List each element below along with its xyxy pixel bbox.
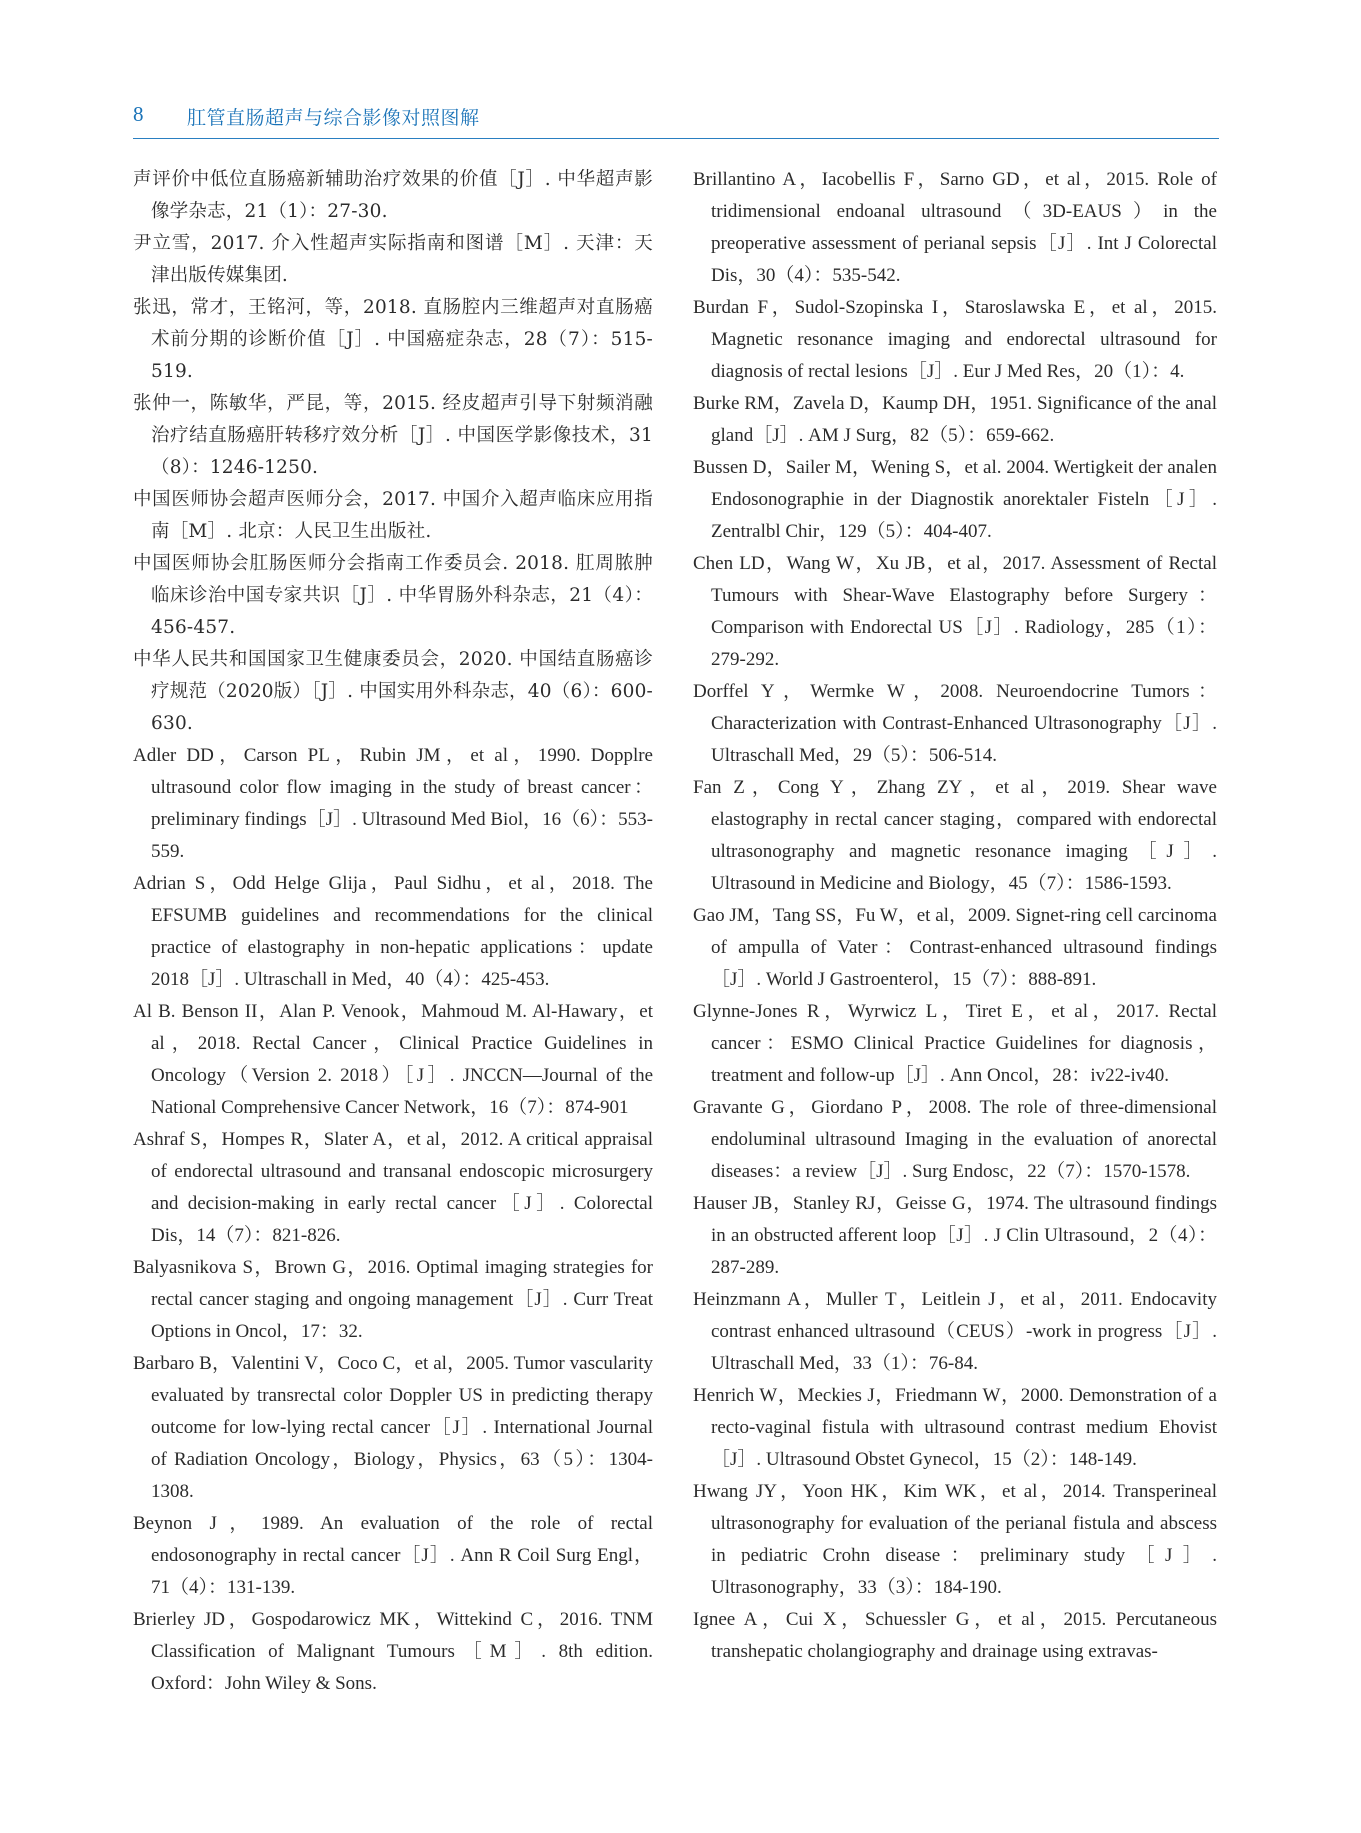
running-header <box>133 100 1219 139</box>
page-number: 8 <box>133 102 144 126</box>
reference-entry: 张迅，常才，王铭河，等，2018. 直肠腔内三维超声对直肠癌术前分期的诊断价值［J］. 中国癌症杂志，28（7）：515-519. <box>133 297 653 382</box>
reference-entry: Bussen D，Sailer M，Wening S，et al. 2004. Wertigkeit der analen Endosonographie in der Diagnostik anorektaler Fisteln［J］. Zentralbl Chir，129（5）：404-407. <box>693 457 1217 542</box>
reference-entry: 张仲一，陈敏华，严昆，等，2015. 经皮超声引导下射频消融治疗结直肠癌肝转移疗效分析［J］. 中国医学影像技术，31（8）：1246-1250. <box>133 393 653 478</box>
reference-entry: Henrich W，Meckies J，Friedmann W，2000. Demonstration of a recto-vaginal fistula with ultrasound contrast medium Ehovist［J］. Ultrasound Obstet Gynecol，15（2）：148-149. <box>693 1385 1217 1470</box>
reference-entry: Burdan F，Sudol-Szopinska I，Staroslawska E，et al，2015. Magnetic resonance imaging and endorectal ultrasound for diagnosis of rectal lesions［J］. Eur J Med Res，20（1）：4. <box>693 297 1217 382</box>
reference-entry: Glynne-Jones R，Wyrwicz L，Tiret E，et al，2017. Rectal cancer：ESMO Clinical Practice Guidelines for diagnosis，treatment and follow-up［J］. Ann Oncol，28：iv22-iv40. <box>693 1001 1217 1086</box>
reference-entry: 中国医师协会超声医师分会，2017. 中国介入超声临床应用指南［M］. 北京：人民卫生出版社. <box>133 489 653 542</box>
reference-entry: Chen LD，Wang W，Xu JB，et al，2017. Assessment of Rectal Tumours with Shear-Wave Elastography before Surgery：Comparison with Endorectal US［J］. Radiology，285（1）：279-292. <box>693 553 1217 670</box>
reference-entry: Adrian S，Odd Helge Glija，Paul Sidhu，et al，2018. The EFSUMB guidelines and recommendations for the clinical practice of elastography in non-hepatic applications：update 2018［J］. Ultraschall in Med，40（4）：425-453. <box>133 873 653 990</box>
reference-entry: Barbaro B，Valentini V，Coco C，et al，2005. Tumor vascularity evaluated by transrectal color Doppler US in predicting therapy outcome for low-lying rectal cancer［J］. International Journal of Radiation Oncology，Biology，Physics，63（5）：1304-1308. <box>133 1353 653 1502</box>
reference-entry: Hauser JB，Stanley RJ，Geisse G，1974. The ultrasound findings in an obstructed afferent loop［J］. J Clin Ultrasound，2（4）：287-289. <box>693 1193 1217 1278</box>
running-title: 肛管直肠超声与综合影像对照图解 <box>187 107 480 129</box>
reference-entry: Fan Z，Cong Y，Zhang ZY，et al，2019. Shear wave elastography in rectal cancer staging，compared with endorectal ultrasonography and magnetic resonance imaging［J］. Ultrasound in Medicine and Biology，45（7）：1586-1593. <box>693 777 1217 894</box>
reference-entry: Burke RM，Zavela D，Kaump DH，1951. Significance of the anal gland［J］. AM J Surg，82（5）：659-662. <box>693 393 1217 446</box>
right-reference-column <box>693 164 1217 1668</box>
reference-entry: Ashraf S，Hompes R，Slater A，et al，2012. A critical appraisal of endorectal ultrasound and transanal endoscopic microsurgery and decision-making in early rectal cancer［J］. Colorectal Dis，14（7）：821-826. <box>133 1129 653 1246</box>
reference-entry: Balyasnikova S，Brown G，2016. Optimal imaging strategies for rectal cancer staging and ongoing management［J］. Curr Treat Options in Oncol，17：32. <box>133 1257 653 1342</box>
reference-entry: Heinzmann A，Muller T，Leitlein J，et al，2011. Endocavity contrast enhanced ultrasound（CEUS）-work in progress［J］. Ultraschall Med，33（1）：76-84. <box>693 1289 1217 1374</box>
reference-entry: 中国医师协会肛肠医师分会指南工作委员会. 2018. 肛周脓肿临床诊治中国专家共识［J］. 中华胃肠外科杂志，21（4）：456-457. <box>133 553 653 638</box>
reference-entry: Gravante G，Giordano P，2008. The role of three-dimensional endoluminal ultrasound Imaging in the evaluation of anorectal diseases：a review［J］. Surg Endosc，22（7）：1570-1578. <box>693 1097 1217 1182</box>
reference-entry: Adler DD，Carson PL，Rubin JM，et al，1990. Dopplre ultrasound color flow imaging in the study of breast cancer：preliminary findings［J］. Ultrasound Med Biol，16（6）：553-559. <box>133 745 653 862</box>
reference-entry: Brierley JD，Gospodarowicz MK，Wittekind C，2016. TNM Classification of Malignant Tumours［M］. 8th edition. Oxford：John Wiley & Sons. <box>133 1609 653 1694</box>
reference-entry: Al B. Benson II，Alan P. Venook，Mahmoud M. Al-Hawary，et al，2018. Rectal Cancer，Clinical Practice Guidelines in Oncology（Version 2. 2018）［J］. JNCCN—Journal of the National Comprehensive Cancer Network，16（7）：874-901 <box>133 1001 653 1118</box>
reference-entry: 声评价中低位直肠癌新辅助治疗效果的价值［J］. 中华超声影像学杂志，21（1）：27-30. <box>133 169 653 222</box>
reference-entry: Dorffel Y，Wermke W，2008. Neuroendocrine Tumors：Characterization with Contrast-Enhanced Ultrasonography［J］. Ultraschall Med，29（5）：506-514. <box>693 681 1217 766</box>
reference-entry: Gao JM，Tang SS，Fu W，et al，2009. Signet-ring cell carcinoma of ampulla of Vater：Contrast-enhanced ultrasound findings［J］. World J Gastroenterol，15（7）：888-891. <box>693 905 1217 990</box>
reference-entry: Ignee A，Cui X，Schuessler G，et al，2015. Percutaneous transhepatic cholangiography and drainage using extravas- <box>693 1609 1217 1662</box>
left-reference-column <box>133 164 653 1700</box>
reference-entry: 中华人民共和国国家卫生健康委员会，2020. 中国结直肠癌诊疗规范（2020版）［J］. 中国实用外科杂志，40（6）：600-630. <box>133 649 653 734</box>
reference-entry: Hwang JY，Yoon HK，Kim WK，et al，2014. Transperineal ultrasonography for evaluation of the perianal fistula and abscess in pediatric Crohn disease：preliminary study［J］. Ultrasonography，33（3）：184-190. <box>693 1481 1217 1598</box>
reference-entry: 尹立雪，2017. 介入性超声实际指南和图谱［M］. 天津：天津出版传媒集团. <box>133 233 653 286</box>
reference-entry: Brillantino A，Iacobellis F，Sarno GD，et al，2015. Role of tridimensional endoanal ultrasound（3D-EAUS）in the preoperative assessment of perianal sepsis［J］. Int J Colorectal Dis，30（4）：535-542. <box>693 169 1217 286</box>
reference-entry: Beynon J，1989. An evaluation of the role of rectal endosonography in rectal cancer［J］. Ann R Coil Surg Engl，71（4）：131-139. <box>133 1513 653 1598</box>
